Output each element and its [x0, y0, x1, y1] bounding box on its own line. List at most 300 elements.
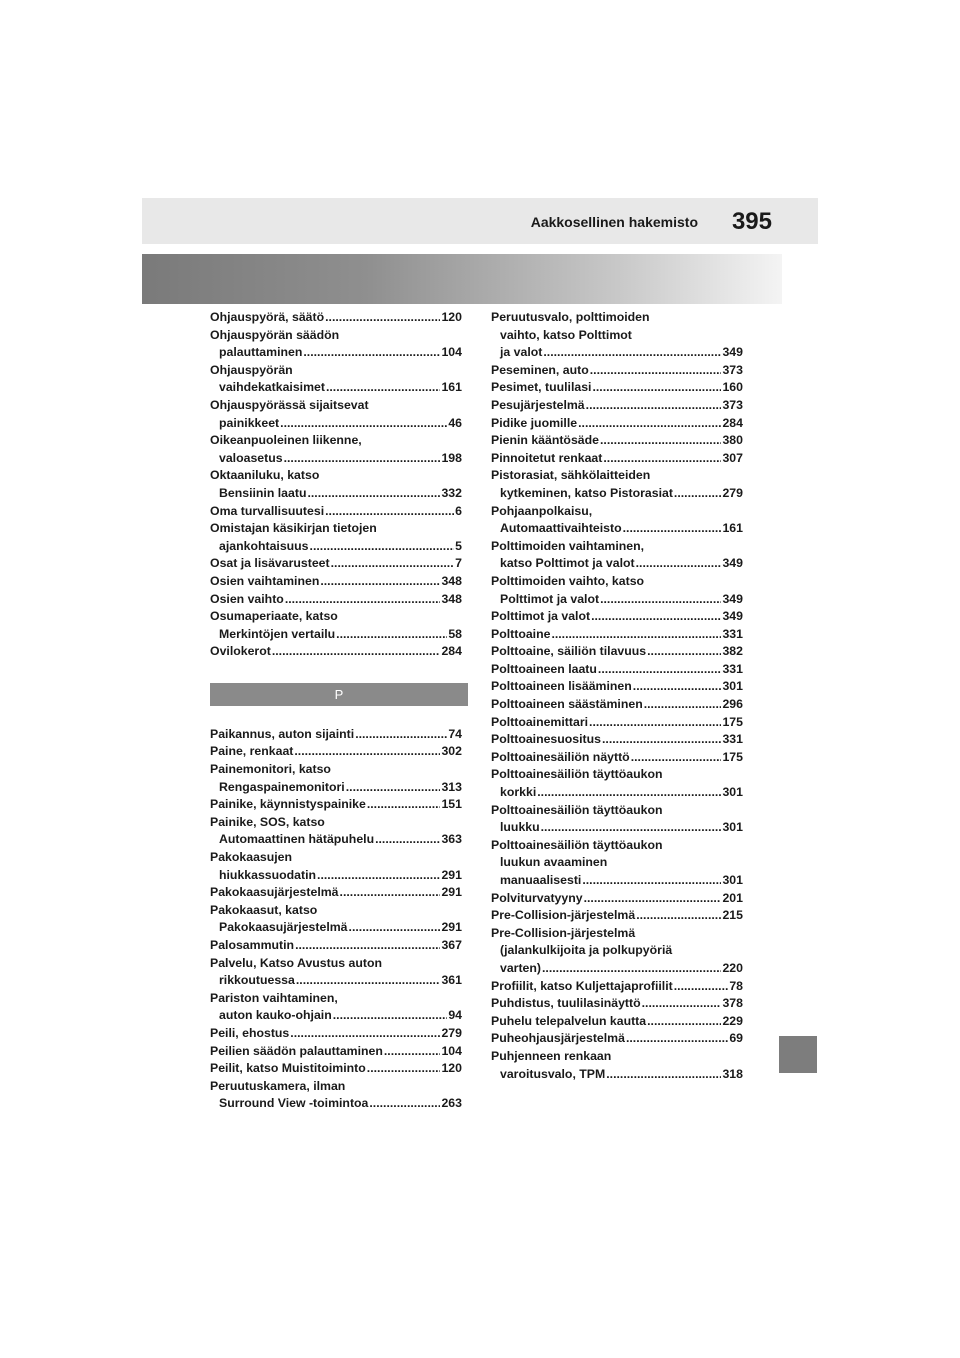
index-entry-text: ja valot	[500, 345, 543, 360]
index-entry-text: painikkeet	[219, 415, 280, 430]
index-entry-page: 373	[722, 397, 743, 412]
index-entry	[210, 1060, 462, 1078]
index-entry-text: Polttoainesäiliön täyttöaukon	[491, 802, 663, 817]
index-entry-text: varoitusvalo, TPM	[500, 1066, 606, 1081]
index-entry-term	[210, 555, 462, 573]
index-entry-term	[210, 902, 462, 920]
index-entry-text: katso Polttimot ja valot	[500, 556, 635, 571]
index-entry-page: 331	[722, 732, 743, 747]
dot-leader	[367, 796, 441, 814]
index-entry-term	[491, 696, 743, 714]
index-list-p-continued	[491, 309, 743, 1083]
index-entry-term	[491, 714, 743, 732]
index-entry-text: Pinnoitetut renkaat	[491, 450, 603, 465]
index-entry-text: korkki	[500, 785, 537, 800]
dot-leader	[349, 919, 441, 937]
index-entry-continuation	[491, 819, 743, 837]
index-entry-term	[210, 1078, 462, 1096]
dot-leader	[590, 362, 722, 380]
index-entry-continuation	[491, 344, 743, 362]
index-entry-page: 104	[441, 1043, 462, 1058]
index-entry-continuation	[210, 485, 462, 503]
index-entry-page: 215	[722, 908, 743, 923]
index-entry-page: 120	[441, 310, 462, 324]
index-entry-term	[210, 309, 462, 327]
index-entry-term	[210, 591, 462, 609]
index-entry-page: 161	[441, 380, 462, 395]
index-entry-continuation	[210, 538, 462, 556]
index-entry	[210, 467, 462, 502]
index-entry-term	[210, 643, 462, 661]
index-entry-text: Polttimoiden vaihto, katso	[491, 573, 645, 588]
index-entry	[210, 990, 462, 1025]
index-entry-continuation	[210, 972, 462, 990]
index-entry-text: Ohjauspyörä, säätö	[210, 310, 325, 324]
index-entry-text: Pakokaasujen	[210, 850, 293, 865]
dot-leader	[586, 397, 722, 415]
index-entry-page: 160	[722, 380, 743, 395]
index-entry-page: 307	[722, 450, 743, 465]
index-entry-page: 302	[441, 744, 462, 759]
index-entry-page: 279	[441, 1025, 462, 1040]
index-entry-term	[210, 520, 462, 538]
index-entry-page: 349	[722, 556, 743, 571]
index-entry-page: 331	[722, 661, 743, 676]
dot-leader	[296, 972, 441, 990]
index-entry-continuation	[491, 591, 743, 609]
dot-leader	[578, 415, 721, 433]
index-entry-page: 318	[722, 1066, 743, 1081]
index-entry	[491, 626, 743, 644]
index-entry-continuation	[491, 872, 743, 890]
index-entry	[491, 731, 743, 749]
index-entry-text: Ovilokerot	[210, 644, 271, 659]
index-entry-text: (jalankulkijoita ja polkupyöriä	[500, 943, 673, 958]
index-entry-term	[210, 503, 462, 521]
dot-leader	[290, 1025, 440, 1043]
index-entry-text: Peilien säädön palauttaminen	[210, 1043, 383, 1058]
index-entry	[491, 995, 743, 1013]
dot-leader	[647, 643, 721, 661]
index-entry-page: 58	[448, 626, 462, 641]
index-entry-term	[491, 379, 743, 397]
index-entry-page: 363	[441, 832, 462, 847]
index-entry-term	[210, 743, 462, 761]
index-entry-continuation	[491, 555, 743, 573]
index-entry-page: 313	[441, 779, 462, 794]
index-entry-text: Oma turvallisuutesi	[210, 503, 325, 518]
index-entry	[491, 538, 743, 573]
index-entry	[210, 555, 462, 573]
index-entry	[491, 978, 743, 996]
index-entry-text: Polttoaineen säästäminen	[491, 697, 643, 712]
index-entry-text: Merkintöjen vertailu	[219, 626, 336, 641]
dot-leader	[295, 937, 440, 955]
index-entry-page: 348	[441, 591, 462, 606]
dot-leader	[606, 1066, 721, 1084]
index-entry-text: Osat ja lisävarusteet	[210, 556, 330, 571]
index-entry-text: Pakokaasut, katso	[210, 902, 318, 917]
dot-leader	[307, 485, 440, 503]
index-entry-page: 291	[441, 885, 462, 900]
index-entry	[491, 608, 743, 626]
dot-leader	[642, 995, 722, 1013]
index-entry-text: Surround View -toimintoa	[219, 1096, 369, 1111]
index-entry-text: ajankohtaisuus	[219, 538, 309, 553]
dot-leader	[340, 884, 441, 902]
index-entry	[491, 450, 743, 468]
dot-leader	[326, 379, 441, 397]
index-entry	[210, 573, 462, 591]
index-entry-text: Polttoainesuositus	[491, 732, 601, 747]
index-entry-page: 151	[441, 797, 462, 812]
index-entry-text: Palosammutin	[210, 938, 295, 952]
index-entry-term	[210, 432, 462, 450]
index-entry	[491, 503, 743, 538]
index-entry-page: 104	[441, 345, 462, 360]
index-entry-page: 301	[722, 820, 743, 835]
index-entry-page: 120	[441, 1061, 462, 1076]
index-entry-term	[210, 849, 462, 867]
index-entry-text: Polttimot ja valot	[491, 609, 591, 624]
index-entry-text: valoasetus	[219, 450, 283, 465]
dot-leader	[602, 731, 721, 749]
index-entry-term	[491, 731, 743, 749]
index-entry-text: Polttoaineen lisääminen	[491, 679, 632, 694]
index-entry	[491, 467, 743, 502]
index-entry-page: 74	[448, 726, 462, 741]
index-entry-text: Puhjenneen renkaan	[491, 1048, 612, 1063]
index-entry-text: Polttoainemittari	[491, 714, 589, 729]
page-number: 395	[731, 208, 772, 235]
index-entry-page: 284	[722, 415, 743, 430]
index-entry-continuation	[491, 784, 743, 802]
index-entry-text: Polttoainesäiliön täyttöaukon	[491, 767, 663, 782]
dot-leader	[384, 1043, 441, 1061]
index-entry-term	[210, 467, 462, 485]
index-entry-text: Polviturvatyyny	[491, 890, 583, 905]
dot-leader	[674, 978, 729, 996]
dot-leader	[369, 1095, 440, 1113]
index-entry-continuation	[210, 344, 462, 362]
index-entry-term	[210, 362, 462, 380]
page-header	[142, 198, 818, 244]
dot-leader	[303, 344, 440, 362]
dot-leader	[603, 450, 721, 468]
index-entry-text: Pistorasiat, sähkölaitteiden	[491, 468, 651, 483]
index-entry-text: Automaattivaihteisto	[500, 521, 622, 536]
index-entry-continuation	[210, 415, 462, 433]
index-entry	[210, 309, 462, 327]
index-entry-page: 263	[441, 1096, 462, 1111]
index-entry	[491, 678, 743, 696]
index-entry	[491, 696, 743, 714]
index-entry-text: Paine, renkaat	[210, 744, 294, 759]
index-entry-term	[491, 362, 743, 380]
index-entry-continuation	[210, 1007, 462, 1025]
dot-leader	[600, 591, 721, 609]
index-entry-term	[491, 837, 743, 855]
index-entry	[210, 643, 462, 661]
index-entry-term	[491, 678, 743, 696]
index-entry-term	[491, 1030, 743, 1048]
dot-leader	[543, 344, 721, 362]
index-entry-term	[210, 573, 462, 591]
index-entry-page: 382	[722, 644, 743, 659]
index-entry-text: kytkeminen, katso Pistorasiat	[500, 485, 673, 500]
index-entry	[491, 362, 743, 380]
index-entry-text: Peili, ehostus	[210, 1025, 290, 1040]
dot-leader	[589, 714, 721, 732]
dot-leader	[284, 450, 441, 468]
index-entry-continuation	[210, 779, 462, 797]
index-entry-text: Peruutusvalo, polttimoiden	[491, 310, 650, 324]
index-entry-text: Osumaperiaate, katso	[210, 609, 338, 624]
dot-leader	[598, 661, 722, 679]
index-entry-term	[491, 978, 743, 996]
index-entry-text: vaihto, katso Polttimot	[500, 327, 632, 342]
index-entry	[210, 1025, 462, 1043]
index-entry-term	[210, 608, 462, 626]
dot-leader	[355, 726, 447, 744]
section-heading-p: P	[210, 683, 468, 706]
index-entry	[491, 661, 743, 679]
index-entry-page: 301	[722, 785, 743, 800]
dot-leader	[367, 1060, 441, 1078]
dot-leader	[537, 784, 721, 802]
index-entry-term	[491, 661, 743, 679]
index-entry	[210, 520, 462, 555]
index-entry-term	[210, 1060, 462, 1078]
index-entry-text: Ohjauspyörässä sijaitsevat	[210, 397, 369, 412]
index-entry-page: 380	[722, 433, 743, 448]
index-entry-page: 175	[722, 714, 743, 729]
index-entry-term	[210, 1043, 462, 1061]
index-entry-text: Pakokaasujärjestelmä	[210, 885, 339, 900]
index-entry-page: 46	[448, 415, 462, 430]
dot-leader	[592, 379, 721, 397]
index-entry-term	[491, 749, 743, 767]
index-entry	[210, 902, 462, 937]
index-entry-text: Ohjauspyörän säädön	[210, 327, 340, 342]
index-entry-text: Peilit, katso Muistitoiminto	[210, 1061, 366, 1076]
dot-leader	[631, 749, 722, 767]
index-entry-page: 220	[722, 960, 743, 975]
index-entry	[210, 503, 462, 521]
index-entry-text: Polttoaine	[491, 626, 551, 641]
index-entry	[210, 849, 462, 884]
index-entry-term	[210, 937, 462, 955]
index-entry-text: Polttoaine, säiliön tilavuus	[491, 644, 647, 659]
index-entry-page: 78	[729, 978, 743, 993]
index-entry	[491, 890, 743, 908]
dot-leader	[623, 520, 722, 538]
index-entry-text: Pienin kääntösäde	[491, 433, 599, 448]
dot-leader	[285, 591, 441, 609]
index-entry-text: Ohjauspyörän	[210, 362, 293, 377]
index-entry-page: 291	[441, 920, 462, 935]
index-entry-page: 175	[722, 749, 743, 764]
index-entry-continuation	[210, 379, 462, 397]
index-entry-term	[491, 907, 743, 925]
index-entry	[491, 309, 743, 362]
index-entry	[491, 749, 743, 767]
index-entry-text: Pre-Collision-järjestelmä	[491, 908, 636, 923]
dot-leader	[325, 309, 440, 327]
header-gradient-band	[142, 254, 782, 304]
index-entry-term	[491, 1048, 743, 1066]
index-entry-text: Polttoaineen laatu	[491, 661, 597, 676]
index-entry-text: Bensiinin laatu	[219, 485, 307, 500]
index-entry-term	[210, 814, 462, 832]
index-entry-page: 198	[441, 450, 462, 465]
index-entry-text: palauttaminen	[219, 345, 303, 360]
index-entry-term	[491, 925, 743, 943]
index-entry-page: 361	[441, 973, 462, 988]
dot-leader	[674, 485, 722, 503]
index-entry-text: Painemonitori, katso	[210, 762, 331, 777]
dot-leader	[375, 831, 440, 849]
index-entry-continuation	[210, 831, 462, 849]
index-entry-page: 349	[722, 609, 743, 624]
dot-leader	[346, 779, 441, 797]
dot-leader	[647, 1013, 721, 1031]
index-entry-text: Paikannus, auton sijainti	[210, 726, 355, 741]
index-entry-page: 331	[722, 626, 743, 641]
index-entry-text: Pariston vaihtaminen,	[210, 990, 338, 1005]
index-entry	[210, 761, 462, 796]
index-entry-text: Pohjaanpolkaisu,	[491, 503, 593, 518]
index-entry-term	[491, 890, 743, 908]
dot-leader	[584, 890, 722, 908]
index-entry-text: Polttoainesäiliön näyttö	[491, 749, 630, 764]
index-entry-text: Painike, käynnistyspainike	[210, 797, 366, 812]
index-entry-text: auton kauko-ohjain	[219, 1008, 332, 1023]
index-entry-page: 291	[441, 867, 462, 882]
index-entry	[210, 1078, 462, 1113]
dot-leader	[294, 743, 440, 761]
dot-leader	[320, 573, 440, 591]
dot-leader	[551, 626, 721, 644]
index-entry-page: 279	[722, 485, 743, 500]
index-entry-term	[491, 608, 743, 626]
index-entry	[491, 573, 743, 608]
index-entry-term	[210, 884, 462, 902]
header-title: Aakkosellinen hakemisto	[530, 214, 698, 230]
index-entry-term	[491, 995, 743, 1013]
index-entry-page: 284	[441, 644, 462, 659]
index-entry-text: Polttimot ja valot	[500, 591, 600, 606]
index-entry-text: vaihdekatkaisimet	[219, 380, 325, 395]
index-entry-page: 332	[441, 485, 462, 500]
index-entry	[491, 1013, 743, 1031]
index-entry-term	[491, 573, 743, 591]
index-entry-page: 201	[722, 890, 743, 905]
index-entry-page: 7	[455, 556, 462, 571]
index-entry-continuation	[491, 520, 743, 538]
index-entry-page: 229	[722, 1013, 743, 1028]
index-entry-term	[210, 1025, 462, 1043]
dot-leader	[626, 1030, 728, 1048]
index-entry	[210, 743, 462, 761]
dot-leader	[591, 608, 721, 626]
index-entry	[210, 937, 462, 955]
index-entry	[210, 814, 462, 849]
index-entry-text: luukun avaaminen	[500, 855, 608, 870]
index-entry-term	[210, 955, 462, 973]
index-entry	[210, 884, 462, 902]
dot-leader	[636, 907, 721, 925]
index-entry-text: Puhdistus, tuulilasinäyttö	[491, 996, 641, 1011]
index-entry	[210, 796, 462, 814]
index-entry-page: 349	[722, 345, 743, 360]
index-entry-continuation	[491, 854, 743, 872]
index-entry-term	[491, 1013, 743, 1031]
index-entry-term	[491, 432, 743, 450]
index-entry-text: Profiilit, katso Kuljettajaprofiilit	[491, 978, 673, 993]
index-entry	[210, 591, 462, 609]
index-entry-page: 5	[455, 538, 462, 553]
index-entry	[210, 608, 462, 643]
dot-leader	[317, 867, 440, 885]
index-entry	[210, 726, 462, 744]
index-entry-page: 161	[722, 521, 743, 536]
index-entry	[491, 925, 743, 978]
dot-leader	[272, 643, 441, 661]
index-entry-page: 94	[448, 1008, 462, 1023]
dot-leader	[582, 872, 721, 890]
index-entry-term	[210, 761, 462, 779]
index-entry-text: manuaalisesti	[500, 873, 582, 887]
index-entry-continuation	[491, 942, 743, 960]
dot-leader	[280, 415, 447, 433]
index-entry-text: Osien vaihto	[210, 591, 284, 606]
index-entry	[491, 802, 743, 837]
index-entry-term	[491, 467, 743, 485]
index-entry	[491, 397, 743, 415]
index-entry-text: Painike, SOS, katso	[210, 814, 325, 829]
index-entry-text: Oktaaniluku, katso	[210, 468, 320, 483]
dot-leader	[633, 678, 722, 696]
dot-leader	[644, 696, 722, 714]
index-entry-text: Osien vaihtaminen	[210, 573, 320, 588]
index-entry-term	[210, 796, 462, 814]
side-thumb-tab	[779, 1036, 817, 1073]
index-entry-continuation	[210, 867, 462, 885]
dot-leader	[541, 819, 722, 837]
index-entry-page: 301	[722, 873, 743, 887]
dot-leader	[325, 503, 454, 521]
index-entry-page: 301	[722, 679, 743, 694]
index-entry-continuation	[210, 919, 462, 937]
index-entry	[210, 397, 462, 432]
dot-leader	[310, 538, 455, 556]
index-entry	[491, 432, 743, 450]
index-entry-text: Polttimoiden vaihtaminen,	[491, 538, 645, 553]
index-entry-continuation	[491, 327, 743, 345]
index-entry-text: Omistajan käsikirjan tietojen	[210, 521, 377, 536]
index-column-left	[210, 309, 462, 1113]
index-entry	[491, 643, 743, 661]
index-entry-continuation	[491, 485, 743, 503]
index-entry-text: Oikeanpuoleinen liikenne,	[210, 433, 362, 448]
index-entry-term	[210, 397, 462, 415]
index-entry-term	[491, 626, 743, 644]
index-entry-text: Palvelu, Katso Avustus auton	[210, 955, 382, 970]
dot-leader	[331, 555, 455, 573]
index-entry-text: luukku	[500, 820, 540, 835]
index-entry-text: Puheohjausjärjestelmä	[491, 1031, 625, 1046]
